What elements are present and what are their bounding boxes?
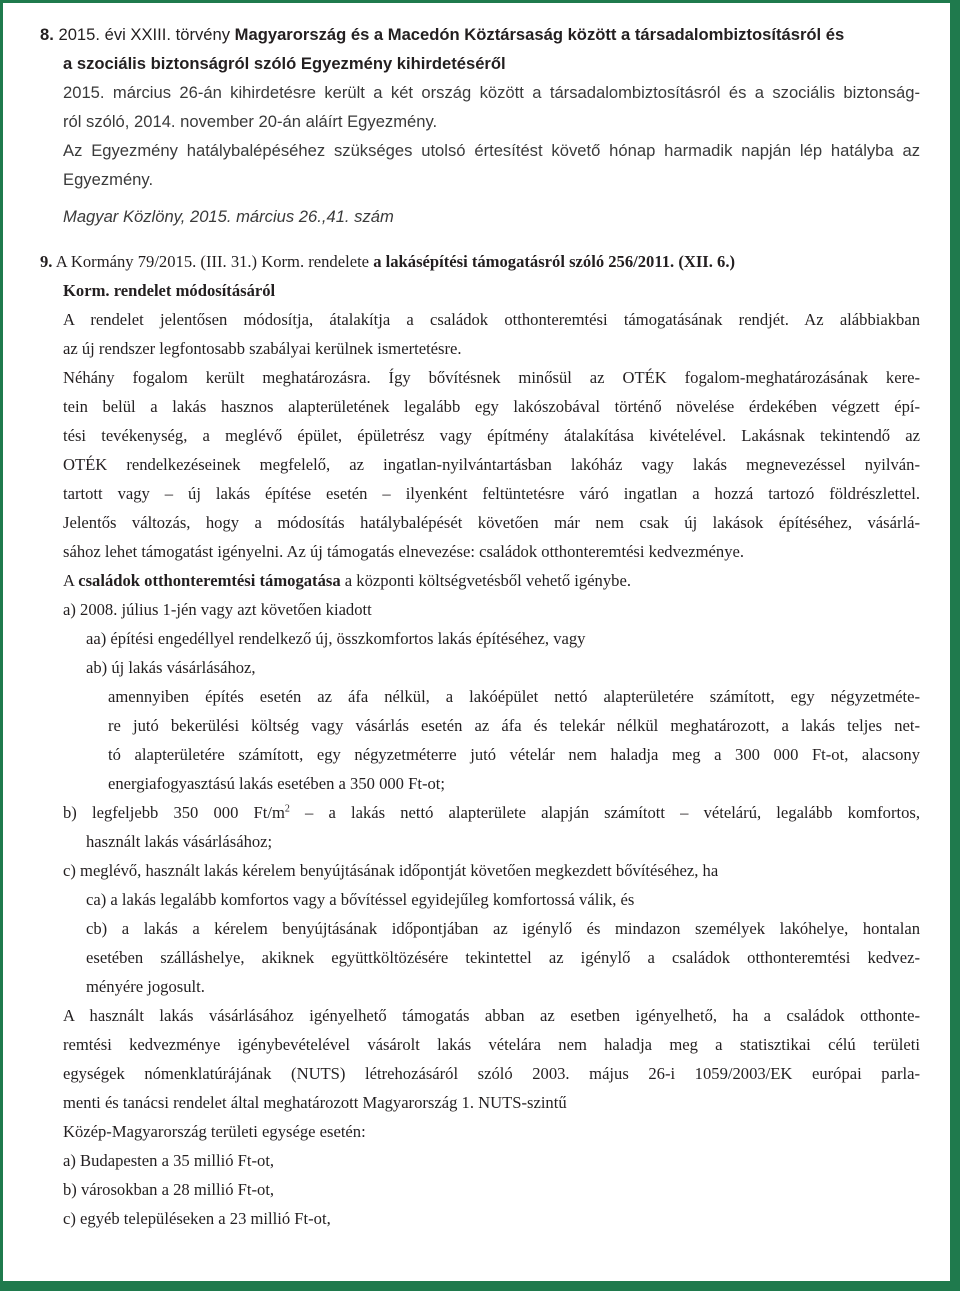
paragraph-line: tein belül a lakás hasznos alapterületének legalább egy lakószobával történő növelése érdekében végzett épí- [63,397,920,416]
list-item-b-end: – a lakás nettó alapterülete alapján számított – vételárú, legalább komfortos, [305,803,921,822]
list-item-b-cont: használt lakás vásárlásához; [86,832,273,851]
paragraph-line: Közép-Magyarország területi egysége esetén: [63,1122,366,1141]
section-9-title-cont: Korm. rendelet módosításáról [63,281,276,300]
paragraph-line: OTÉK rendelkezéseinek megfelelő, az ingatlan-nyilvántartásban lakóház vagy lakás megnevezéssel nyilván- [63,455,920,474]
paragraph-line: Néhány fogalom került meghatározásra. Így bővítésnek minősül az OTÉK fogalom-meghatározásának kere- [63,368,920,387]
list-item-ab-detail: energiafogyasztású lakás esetében a 350 000 Ft-ot; [108,774,445,793]
section-8-title-prefix: 2015. évi XXIII. törvény [58,25,231,44]
section-8-title-bold: Magyarország és a Macedón Köztársaság között a társadalombiztosításról és [234,25,845,44]
support-term: családok otthonteremtési támogatása [78,571,341,590]
section-8-title [40,20,920,49]
section-8-body-line: ról szóló, 2014. november 20-án aláírt Egyezmény. [63,112,438,131]
limit-item: b) városokban a 28 millió Ft-ot, [63,1180,275,1199]
list-item-ca: ca) a lakás legalább komfortos vagy a bővítéssel egyidejűleg komfortossá válik, és [86,890,635,909]
section-9-title [40,247,920,276]
section-8-body-line: 2015. március 26-án kihirdetésre került a két ország között a társadalombiztosításról és a szociális biztonság- [63,83,920,102]
list-item-ab-detail: re jutó bekerülési költség vagy vásárlás esetén az áfa és telekár nélkül meghatározott, a lakás teljes net- [108,716,920,735]
limit-item: a) Budapesten a 35 millió Ft-ot, [63,1151,275,1170]
support-suffix: a központi költségvetésből vehető igénybe. [344,571,631,590]
list-item-aa: aa) építési engedéllyel rendelkező új, összkomfortos lakás építéséhez, vagy [86,629,586,648]
list-item-a: a) 2008. július 1-jén vagy azt követően kiadott [63,600,372,619]
list-item-cb: esetében szálláshelye, akiknek együttköltözésére tekintettel az igénylő a családok otthonteremtési kedvez- [86,948,920,967]
section-9-number: 9. [40,252,53,271]
list-item-ab-detail: tó alapterületére számított, egy négyzetméterre jutó vételár nem haladja meg a 300 000 Ft-ot, alacsony [108,745,920,764]
list-item-cb: cb) a lakás a kérelem benyújtásának időpontjában az igénylő és mindazon személyek lakóhelye, hontalan [86,919,920,938]
list-item-b-start: b) legfeljebb 350 000 Ft/m [63,803,285,822]
superscript: 2 [284,803,290,815]
paragraph-line: menti és tanácsi rendelet által meghatározott Magyarország 1. NUTS-szintű [63,1093,567,1112]
section-8-source: Magyar Közlöny, 2015. március 26.,41. szám [63,207,394,226]
section-9 [40,247,920,1233]
list-item-b [63,798,920,827]
support-sentence [63,566,920,595]
paragraph-line: Jelentős változás, hogy a módosítás hatálybalépését követően már nem csak új lakások építéséhez, vásárlá- [63,513,920,532]
section-8-title-cont: a szociális biztonságról szóló Egyezmény kihirdetéséről [63,54,506,73]
section-9-title-prefix: A Kormány 79/2015. (III. 31.) Korm. rendelete [55,252,370,271]
limit-item: c) egyéb településeken a 23 millió Ft-ot, [63,1209,331,1228]
document-page [40,20,920,1233]
list-item-c: c) meglévő, használt lakás kérelem benyújtásának időpontját követően megkezdett bővítéséhez, ha [63,861,719,880]
list-item-ab-detail: amennyiben építés esetén az áfa nélkül, a lakóépület nettó alapterületére számított, egy négyzetméte- [108,687,920,706]
paragraph-line: sához lehet támogatást igényelni. Az új támogatás elnevezése: családok otthonteremtési kedvezménye. [63,542,745,561]
list-item-cb: ményére jogosult. [86,977,205,996]
paragraph-line: tési tevékenység, a meglévő épület, épületrész vagy építmény átalakítása kivételével. Lakásnak tekintendő az [63,426,920,445]
section-8-body-line: Egyezmény. [63,170,154,189]
intro-line: az új rendszer legfontosabb szabályai kerülnek ismertetésre. [63,339,462,358]
paragraph-line: remtési kedvezménye igénybevételével vásárolt lakás vételára nem haladja meg a statisztikai célú területi [63,1035,920,1054]
section-8-body-line: Az Egyezmény hatálybalépéséhez szükséges utolsó értesítést követő hónap harmadik napján lép hatályba az [63,141,920,160]
support-prefix: A [63,571,75,590]
paragraph-line: tartott vagy – új lakás építése esetén – ilyenként feltüntetésre váró ingatlan a hozzá tartozó földrészlettel. [63,484,920,503]
section-9-title-bold: a lakásépítési támogatásról szóló 256/2011. (XII. 6.) [373,252,736,271]
paragraph-line: A használt lakás vásárlásához igényelhető támogatás abban az esetben igényelhető, ha a családok otthonte- [63,1006,920,1025]
list-item-ab: ab) új lakás vásárlásához, [86,658,256,677]
section-8 [40,20,920,231]
intro-line: A rendelet jelentősen módosítja, átalakítja a családok otthonteremtési támogatásának rendjét. Az alábbiakban [63,310,920,329]
section-8-number: 8. [40,25,54,44]
paragraph-line: egységek nómenklatúrájának (NUTS) létrehozásáról szóló 2003. május 26-i 1059/2003/EK európai parla- [63,1064,920,1083]
